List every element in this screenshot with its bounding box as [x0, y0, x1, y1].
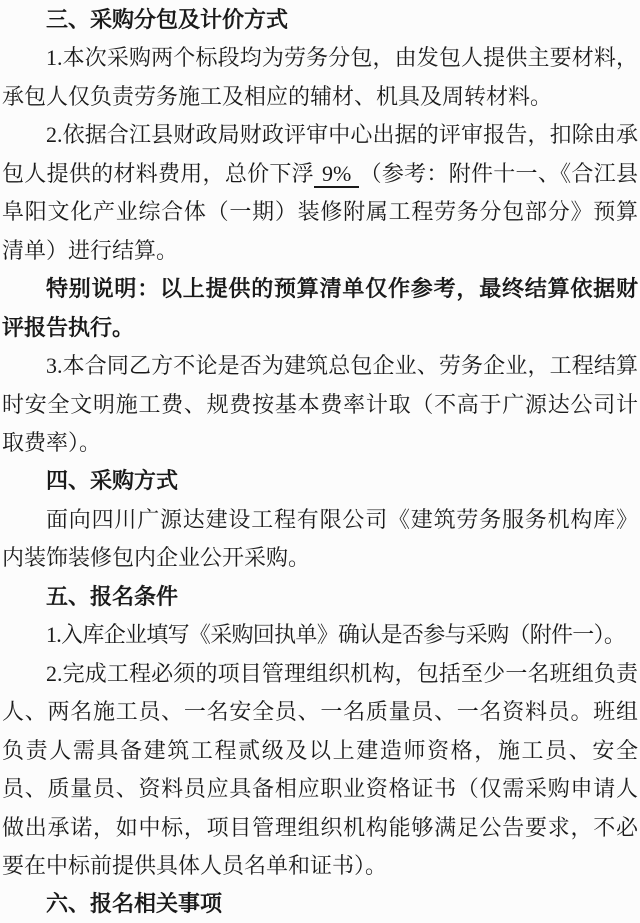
paragraph-2-text-after-discount: （参考：附件十一、《合江县阜阳文化产业综合体（一期）装修附属工程劳务分包部分》预算清单）进行结算。	[2, 160, 638, 263]
paragraph-2-text-before-discount: 2.依据合江县财政局财政评审中心出据的评审报告，扣除由承包人提供的材料费用，总价下浮	[2, 122, 638, 186]
section-4-paragraph-1: 面向四川广源达建设工程有限公司《建筑劳务服务机构库》内装饰装修包内企业公开采购。	[2, 506, 638, 571]
section-5-heading: 五、报名条件	[46, 583, 179, 609]
section-3-paragraph-1: 1.本次采购两个标段均为劳务分包，由发包人提供主要材料，承包人仅负责劳务施工及相应的辅材、机具及周转材料。	[2, 45, 638, 109]
section-4-heading: 四、采购方式	[46, 468, 179, 494]
section-3-heading: 三、采购分包及计价方式	[46, 7, 289, 32]
section-6-heading: 六、报名相关事项	[46, 891, 223, 917]
section-3-paragraph-2	[2, 116, 638, 270]
special-note-paragraph: 特别说明：以上提供的预算清单仅作参考，最终结算依据财评报告执行。	[2, 276, 638, 340]
section-5-paragraph-1: 1.入库企业填写《采购回执单》确认是否参与采购（附件一）。	[46, 622, 626, 648]
discount-rate-value: 9%	[314, 161, 359, 188]
section-3-paragraph-3: 3.本合同乙方不论是否为建筑总包企业、劳务企业，工程结算时安全文明施工费、规费按基本费率计取（不高于广源达公司计取费率）。	[2, 353, 638, 455]
section-5-paragraph-2: 2.完成工程必须的项目管理组织机构，包括至少一名班组负责人、两名施工员、一名安全员、一名质量员、一名资料员。班组负责人需具备建筑工程贰级及以上建造师资格，施工员、安全员、质量员、资料员应具备相应职业资格证书（仅需采购申请人做出承诺，如中标，项目管理组织机构能够满足公告要求，不必要在中标前提供具体人员名单和证书）。	[2, 660, 638, 878]
